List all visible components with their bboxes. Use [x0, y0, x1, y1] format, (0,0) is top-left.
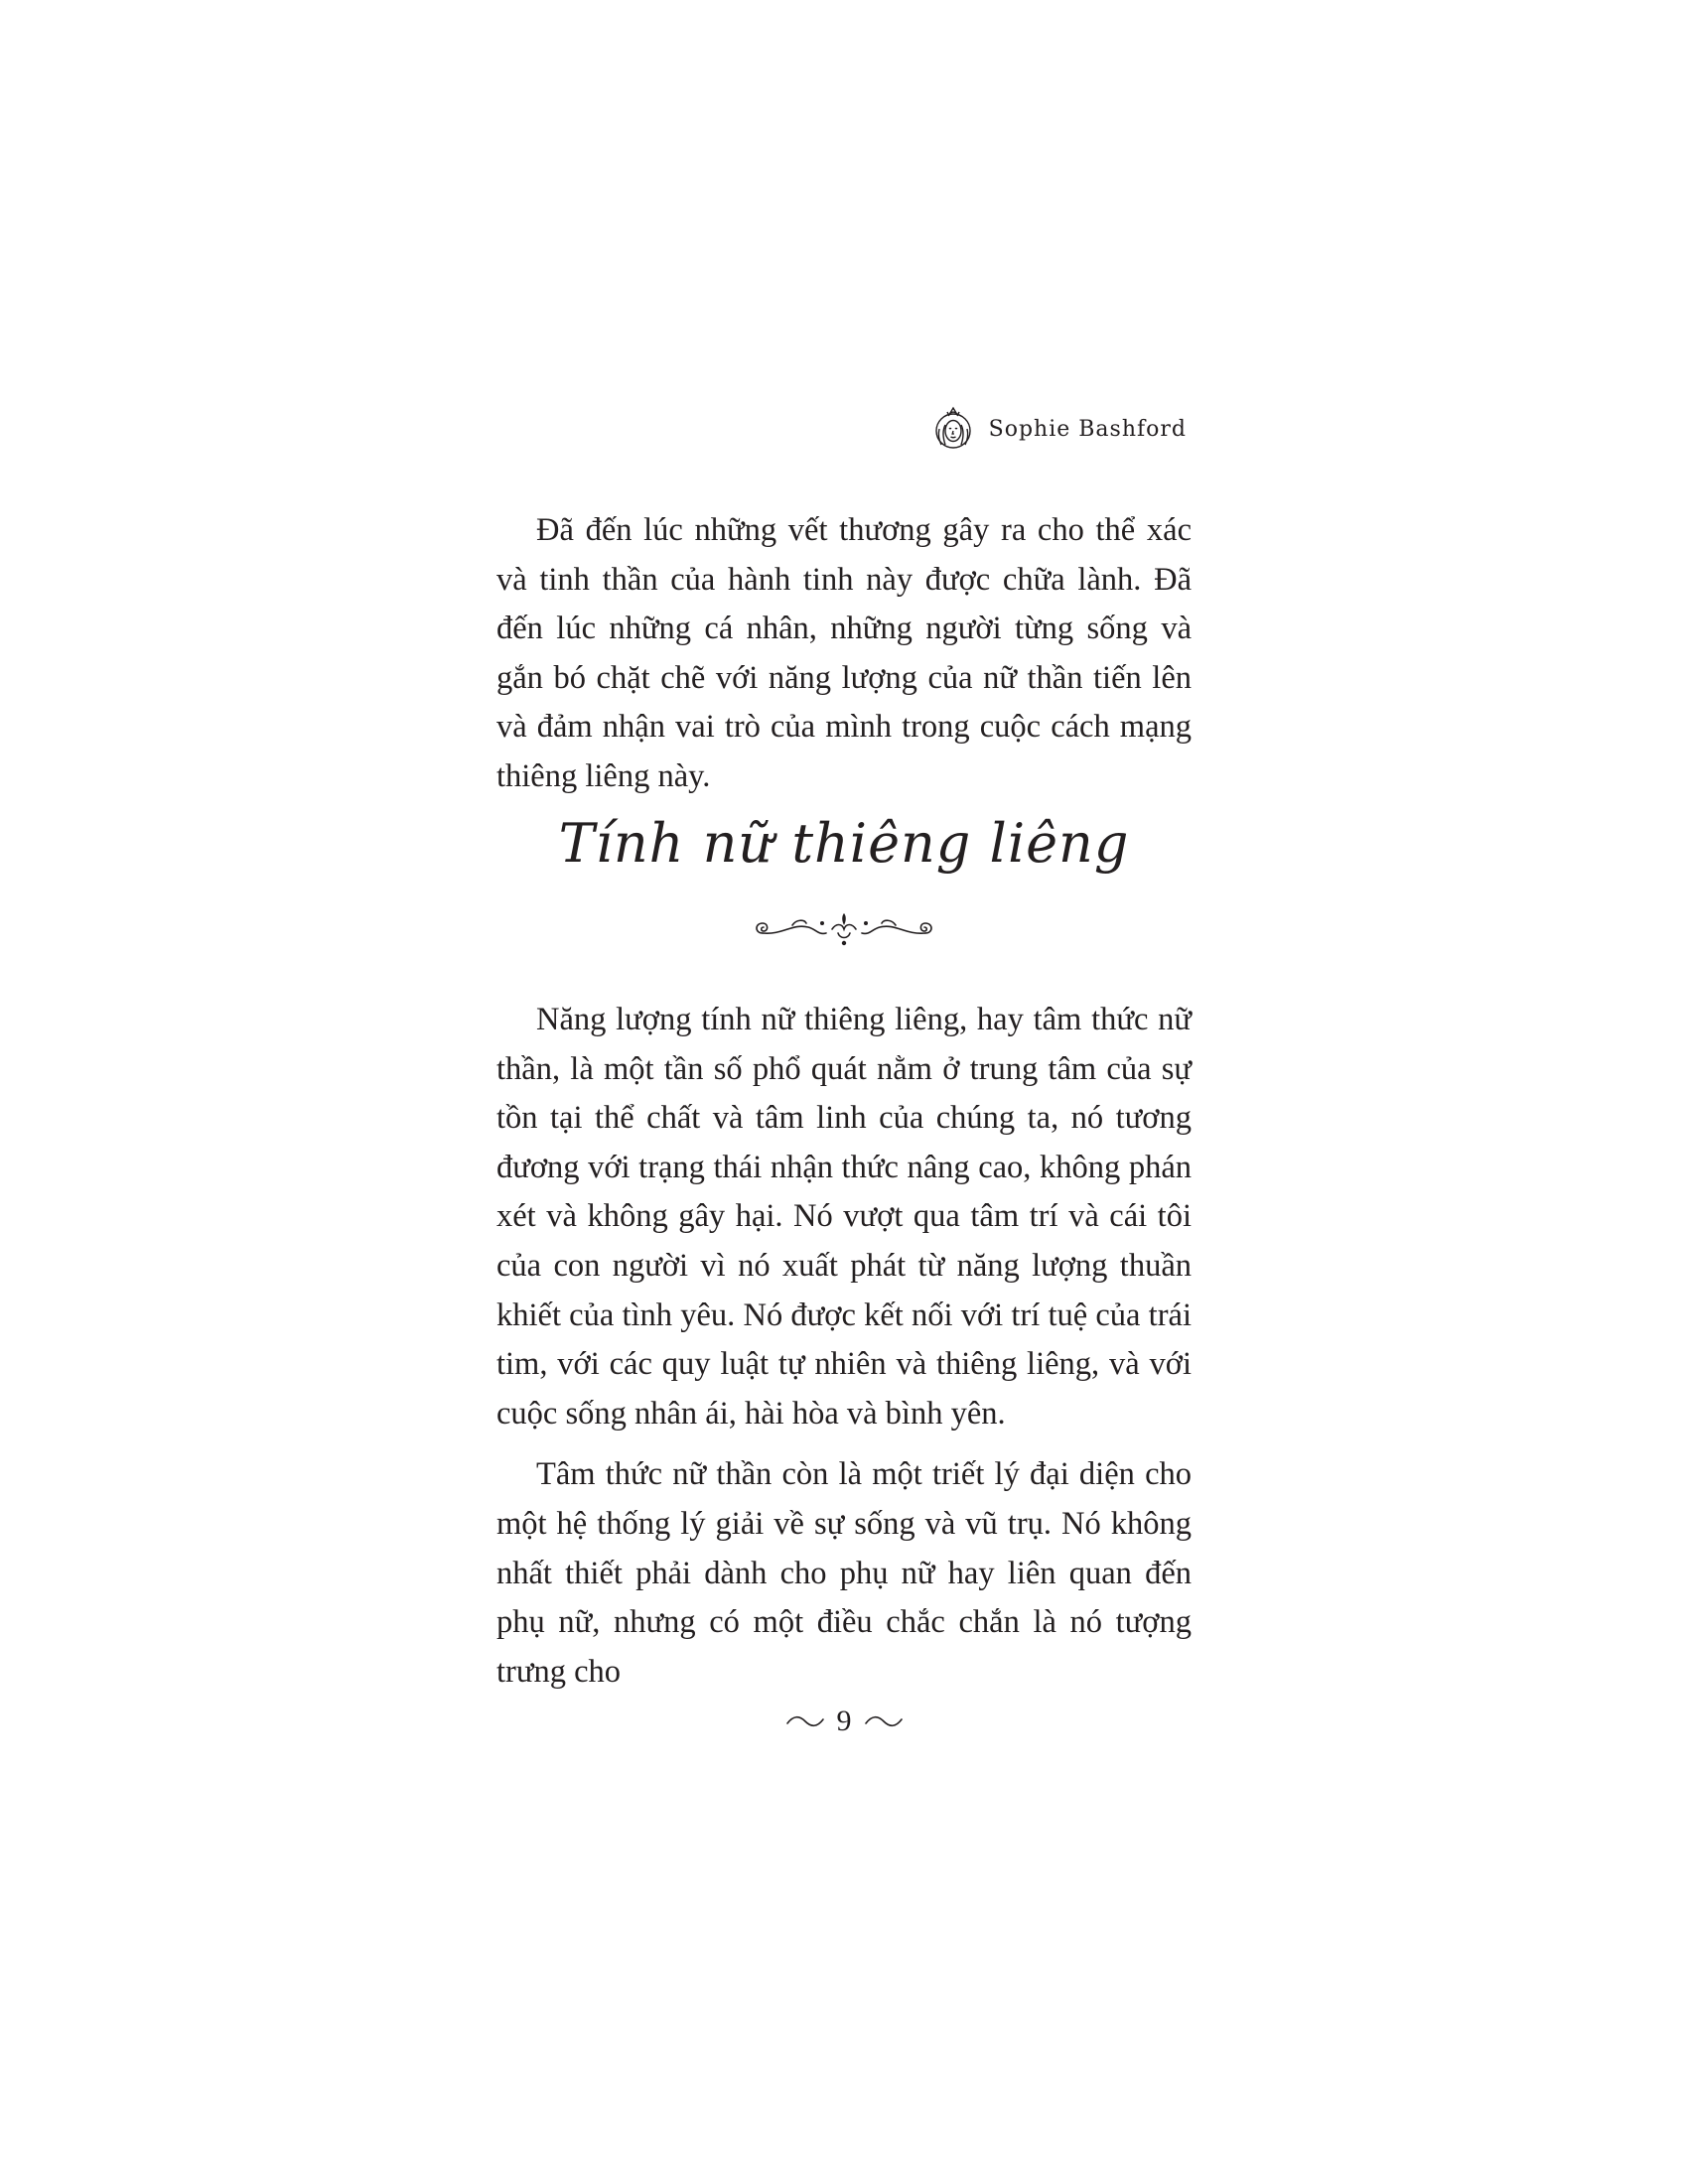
floral-divider-icon: [753, 909, 935, 949]
goddess-face-icon: [931, 405, 975, 453]
author-name: Sophie Bashford: [988, 416, 1187, 442]
paragraph: Đã đến lúc những vết thương gây ra cho thể xác và tinh thần của hành tinh này được chữa lành. Đã đến lúc những cá nhân, những người từng sống và gắn bó chặt chẽ với năng lượng của nữ thần tiến lên và đảm nhận vai trò của mình trong cuộc cách mạng thiêng liêng này.: [496, 512, 1192, 794]
section-title: Tính nữ thiêng liêng: [558, 812, 1130, 875]
paragraph: Năng lượng tính nữ thiêng liêng, hay tâm thức nữ thần, là một tần số phổ quát nằm ở trung tâm của sự tồn tại thể chất và tâm linh của chúng ta, nó tương đương với trạng thái nhận thức nâng cao, không phán xét và không gây hại. Nó vượt qua tâm trí và cái tôi của con người vì nó xuất phát từ năng lượng thuần khiết của tình yêu. Nó được kết nối với trí tuệ của trái tim, với các quy luật tự nhiên và thiêng liêng, và với cuộc sống nhân ái, hài hòa và bình yên.: [496, 1002, 1192, 1432]
running-header: [931, 405, 1187, 453]
intro-text: [496, 506, 1192, 802]
section-body: [496, 996, 1192, 1697]
page-number: 9: [836, 1705, 852, 1737]
paragraph: Tâm thức nữ thần còn là một triết lý đại diện cho một hệ thống lý giải về sự sống và vũ trụ. Nó không nhất thiết phải dành cho phụ nữ hay liên quan đến phụ nữ, nhưng có một điều chắc chắn là nó tượng trưng cho: [496, 1456, 1192, 1690]
squiggle-right-icon: [864, 1713, 904, 1729]
page-footer: [496, 1705, 1192, 1738]
squiggle-left-icon: [785, 1713, 825, 1729]
